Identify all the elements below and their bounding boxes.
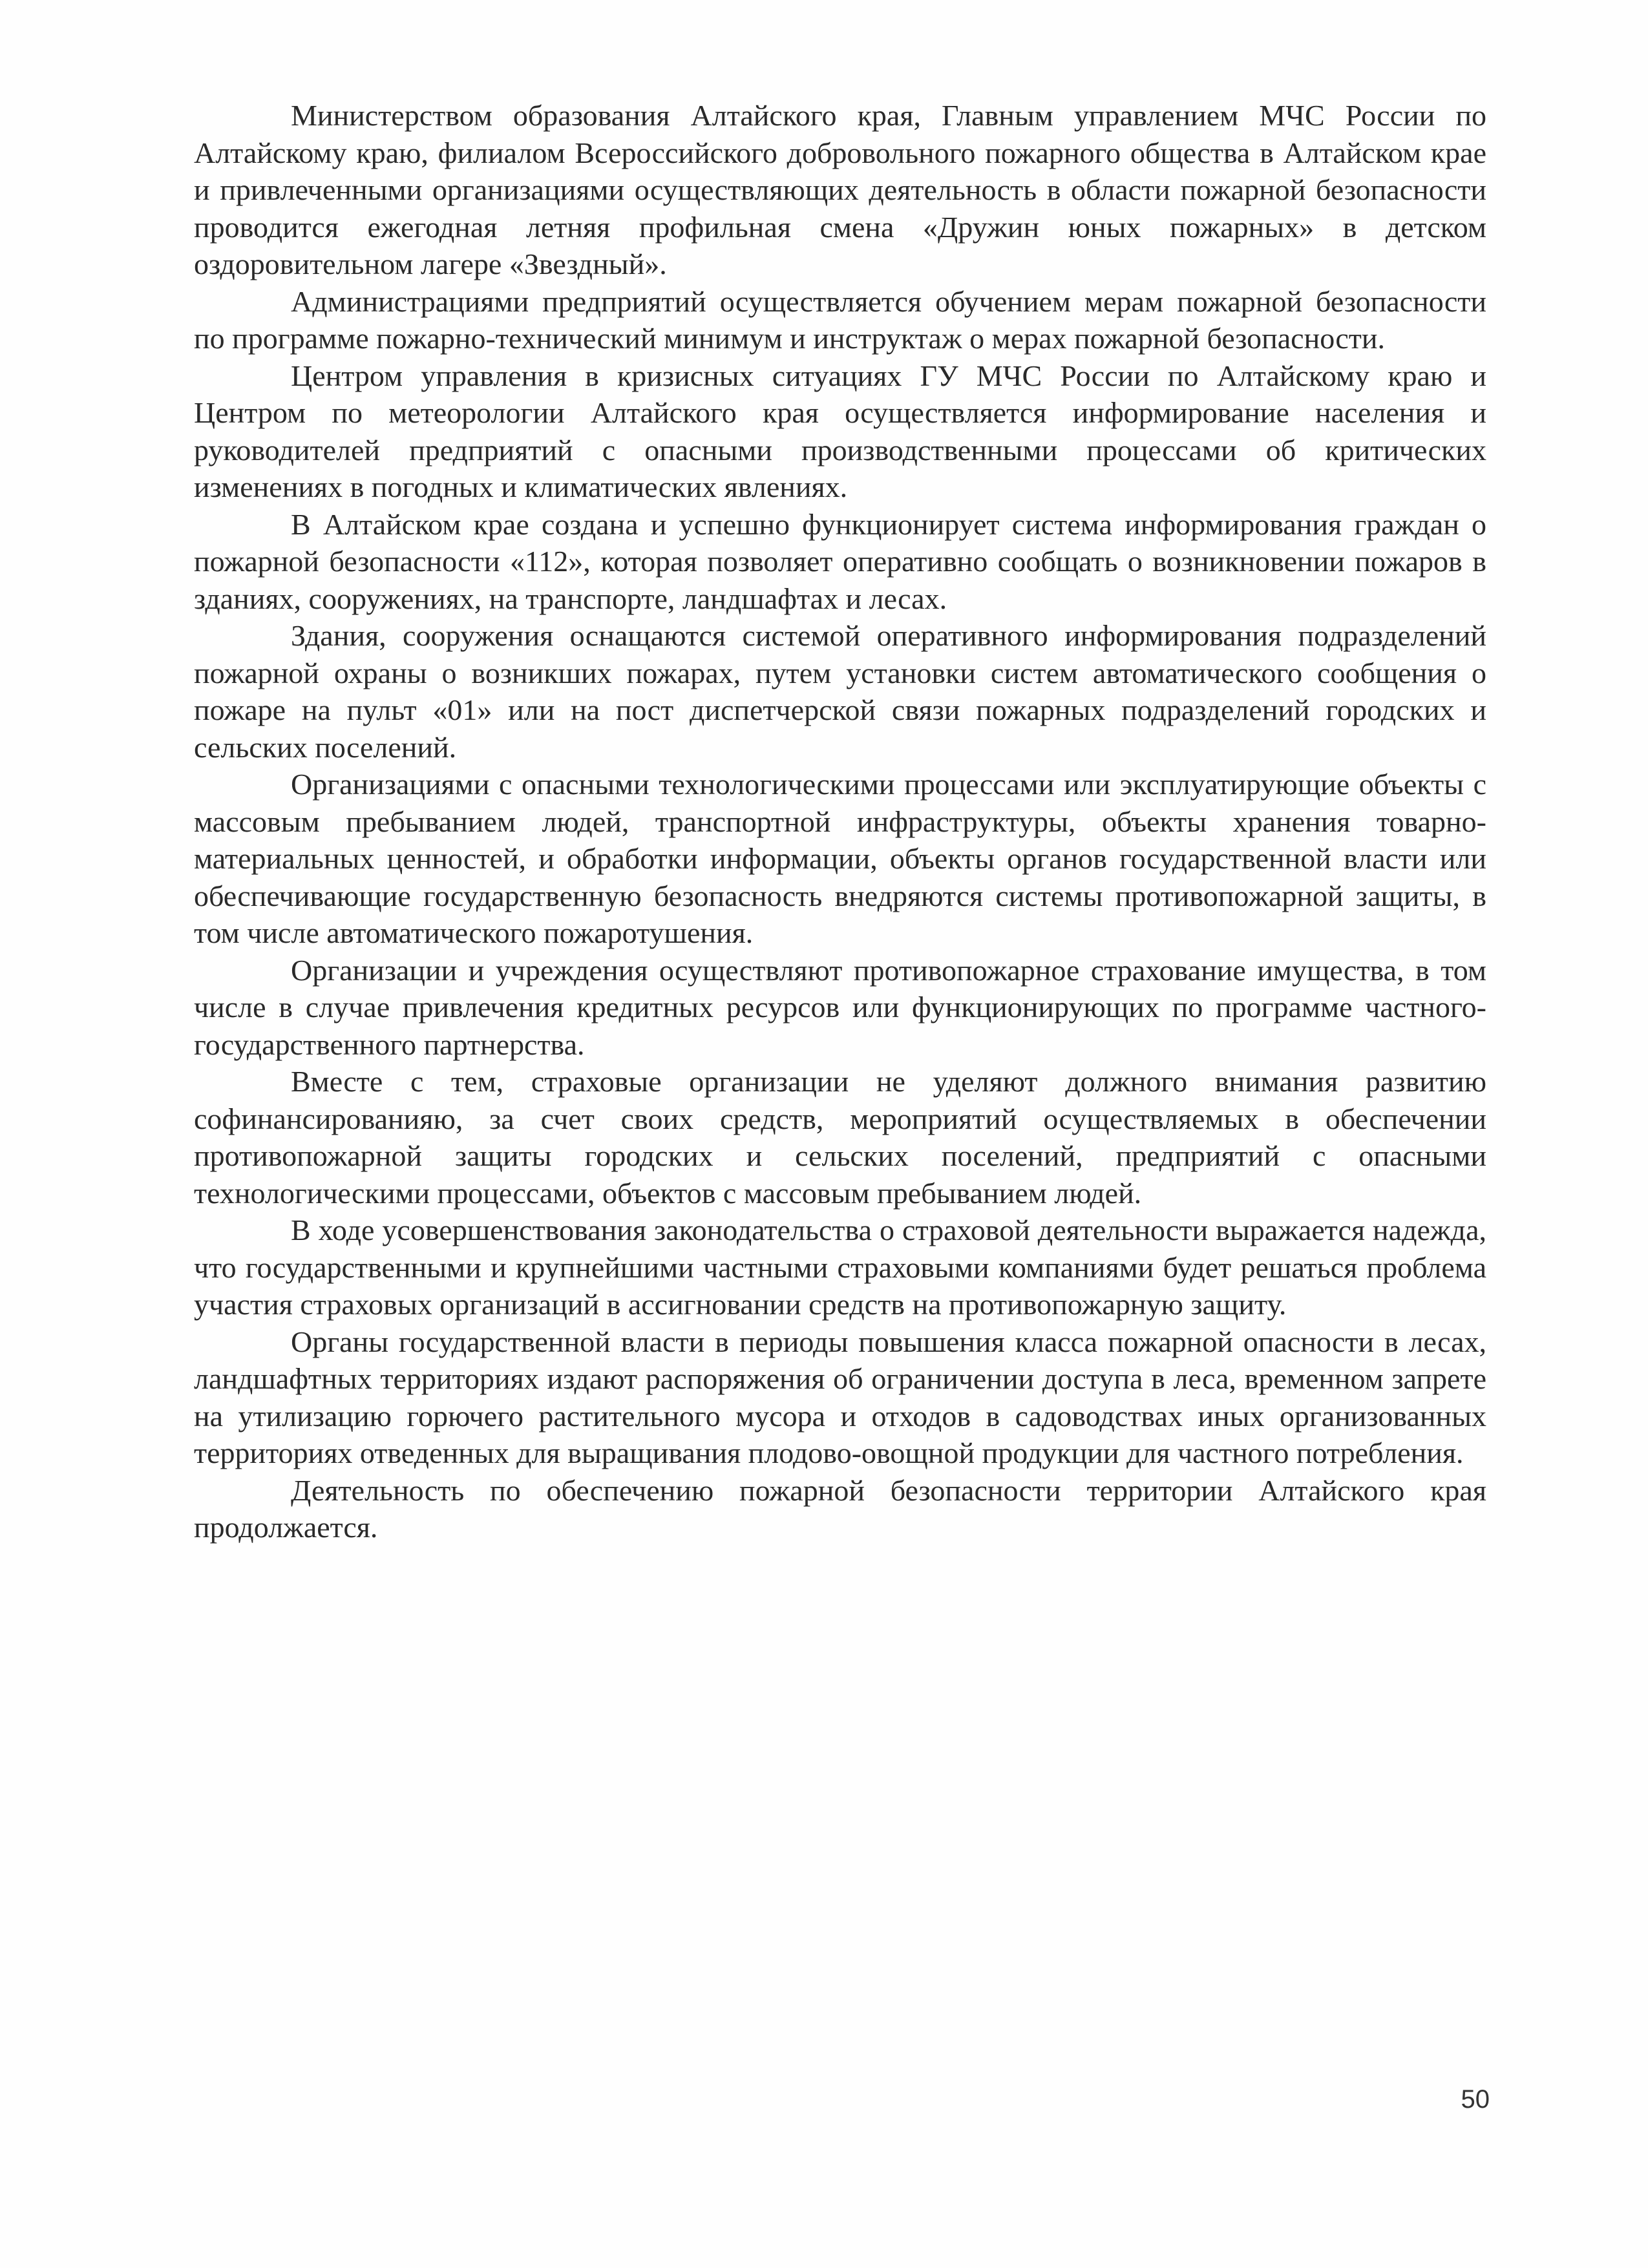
paragraph-insurers-co-financing: Вместе с тем, страховые организации не уделяют должного внимания развитию софинансированияю, за счет своих средств, мероприятий осуществляемых в обеспечении противопожарной защиты городских и сельских поселений, предприятий с опасными технологическими процессами, объектов с массовым пребыванием людей.: [194, 1065, 1486, 1210]
paragraph-school-fire-squads: Министерством образования Алтайского края, Главным управлением МЧС России по Алтайскому краю, филиалом Всероссийского добровольного пожарного общества в Алтайском крае и привлеченными организациями осуществляющих деятельность в области пожарной безопасности проводится ежегодная летняя профильная смена «Дружин юных пожарных» в детском оздоровительном лагере «Звездный».: [194, 99, 1486, 280]
paragraph-enterprise-training: Администрациями предприятий осуществляется обучением мерам пожарной безопасности по программе пожарно-технический минимум и инструктаж о мерах пожарной безопасности.: [194, 284, 1486, 355]
paragraph-fire-insurance: Организации и учреждения осуществляют противопожарное страхование имущества, в том числе в случае привлечения кредитных ресурсов или функционирующих по программе частного-государственного партнерства.: [194, 953, 1486, 1061]
paragraph-fire-protection-systems: Организациями с опасными технологическими процессами или эксплуатирующие объекты с массовым пребыванием людей, транспортной инфраструктуры, объекты хранения товарно-материальных ценностей, и обработки информации, объекты органов государственной власти или обеспечивающие государственную безопасность внедряются системы противопожарной защиты, в том числе автоматического пожаротушения.: [194, 768, 1486, 949]
page-number: 50: [1461, 2085, 1490, 2114]
paragraph-system-112: В Алтайском крае создана и успешно функционирует система информирования граждан о пожарной безопасности «112», которая позволяет оперативно сообщать о возникновении пожаров в зданиях, сооружениях, на транспорте, ландшафтах и лесах.: [194, 507, 1486, 615]
paragraph-building-alarm-systems: Здания, сооружения оснащаются системой оперативного информирования подразделений пожарной охраны о возникших пожарах, путем установки систем автоматического сообщения о пожаре на пульт «01» или на пост диспетчерской связи пожарных подразделений городских и сельских поселений.: [194, 619, 1486, 764]
paragraph-forest-restrictions: Органы государственной власти в периоды повышения класса пожарной опасности в лесах, ландшафтных территориях издают распоряжения об ограничении доступа в леса, временном запрете на утилизацию горючего растительного мусора и отходов в садоводствах иных организованных территориях отведенных для выращивания плодово-овощной продукции для частного потребления.: [194, 1325, 1486, 1469]
paragraph-crisis-center-informing: Центром управления в кризисных ситуациях ГУ МЧС России по Алтайскому краю и Центром по метеорологии Алтайского края осуществляется информирование населения и руководителей предприятий с опасными производственными процессами об критических изменениях в погодных и климатических явлениях.: [194, 359, 1486, 503]
document-body: [194, 97, 1486, 1546]
paragraph-conclusion: Деятельность по обеспечению пожарной безопасности территории Алтайского края продолжается.: [194, 1473, 1486, 1544]
paragraph-legislation-improvement: В ходе усовершенствования законодательства о страховой деятельности выражается надежда, что государственными и крупнейшими частными страховыми компаниями будет решаться проблема участия страховых организаций в ассигновании средств на противопожарную защиту.: [194, 1213, 1486, 1321]
